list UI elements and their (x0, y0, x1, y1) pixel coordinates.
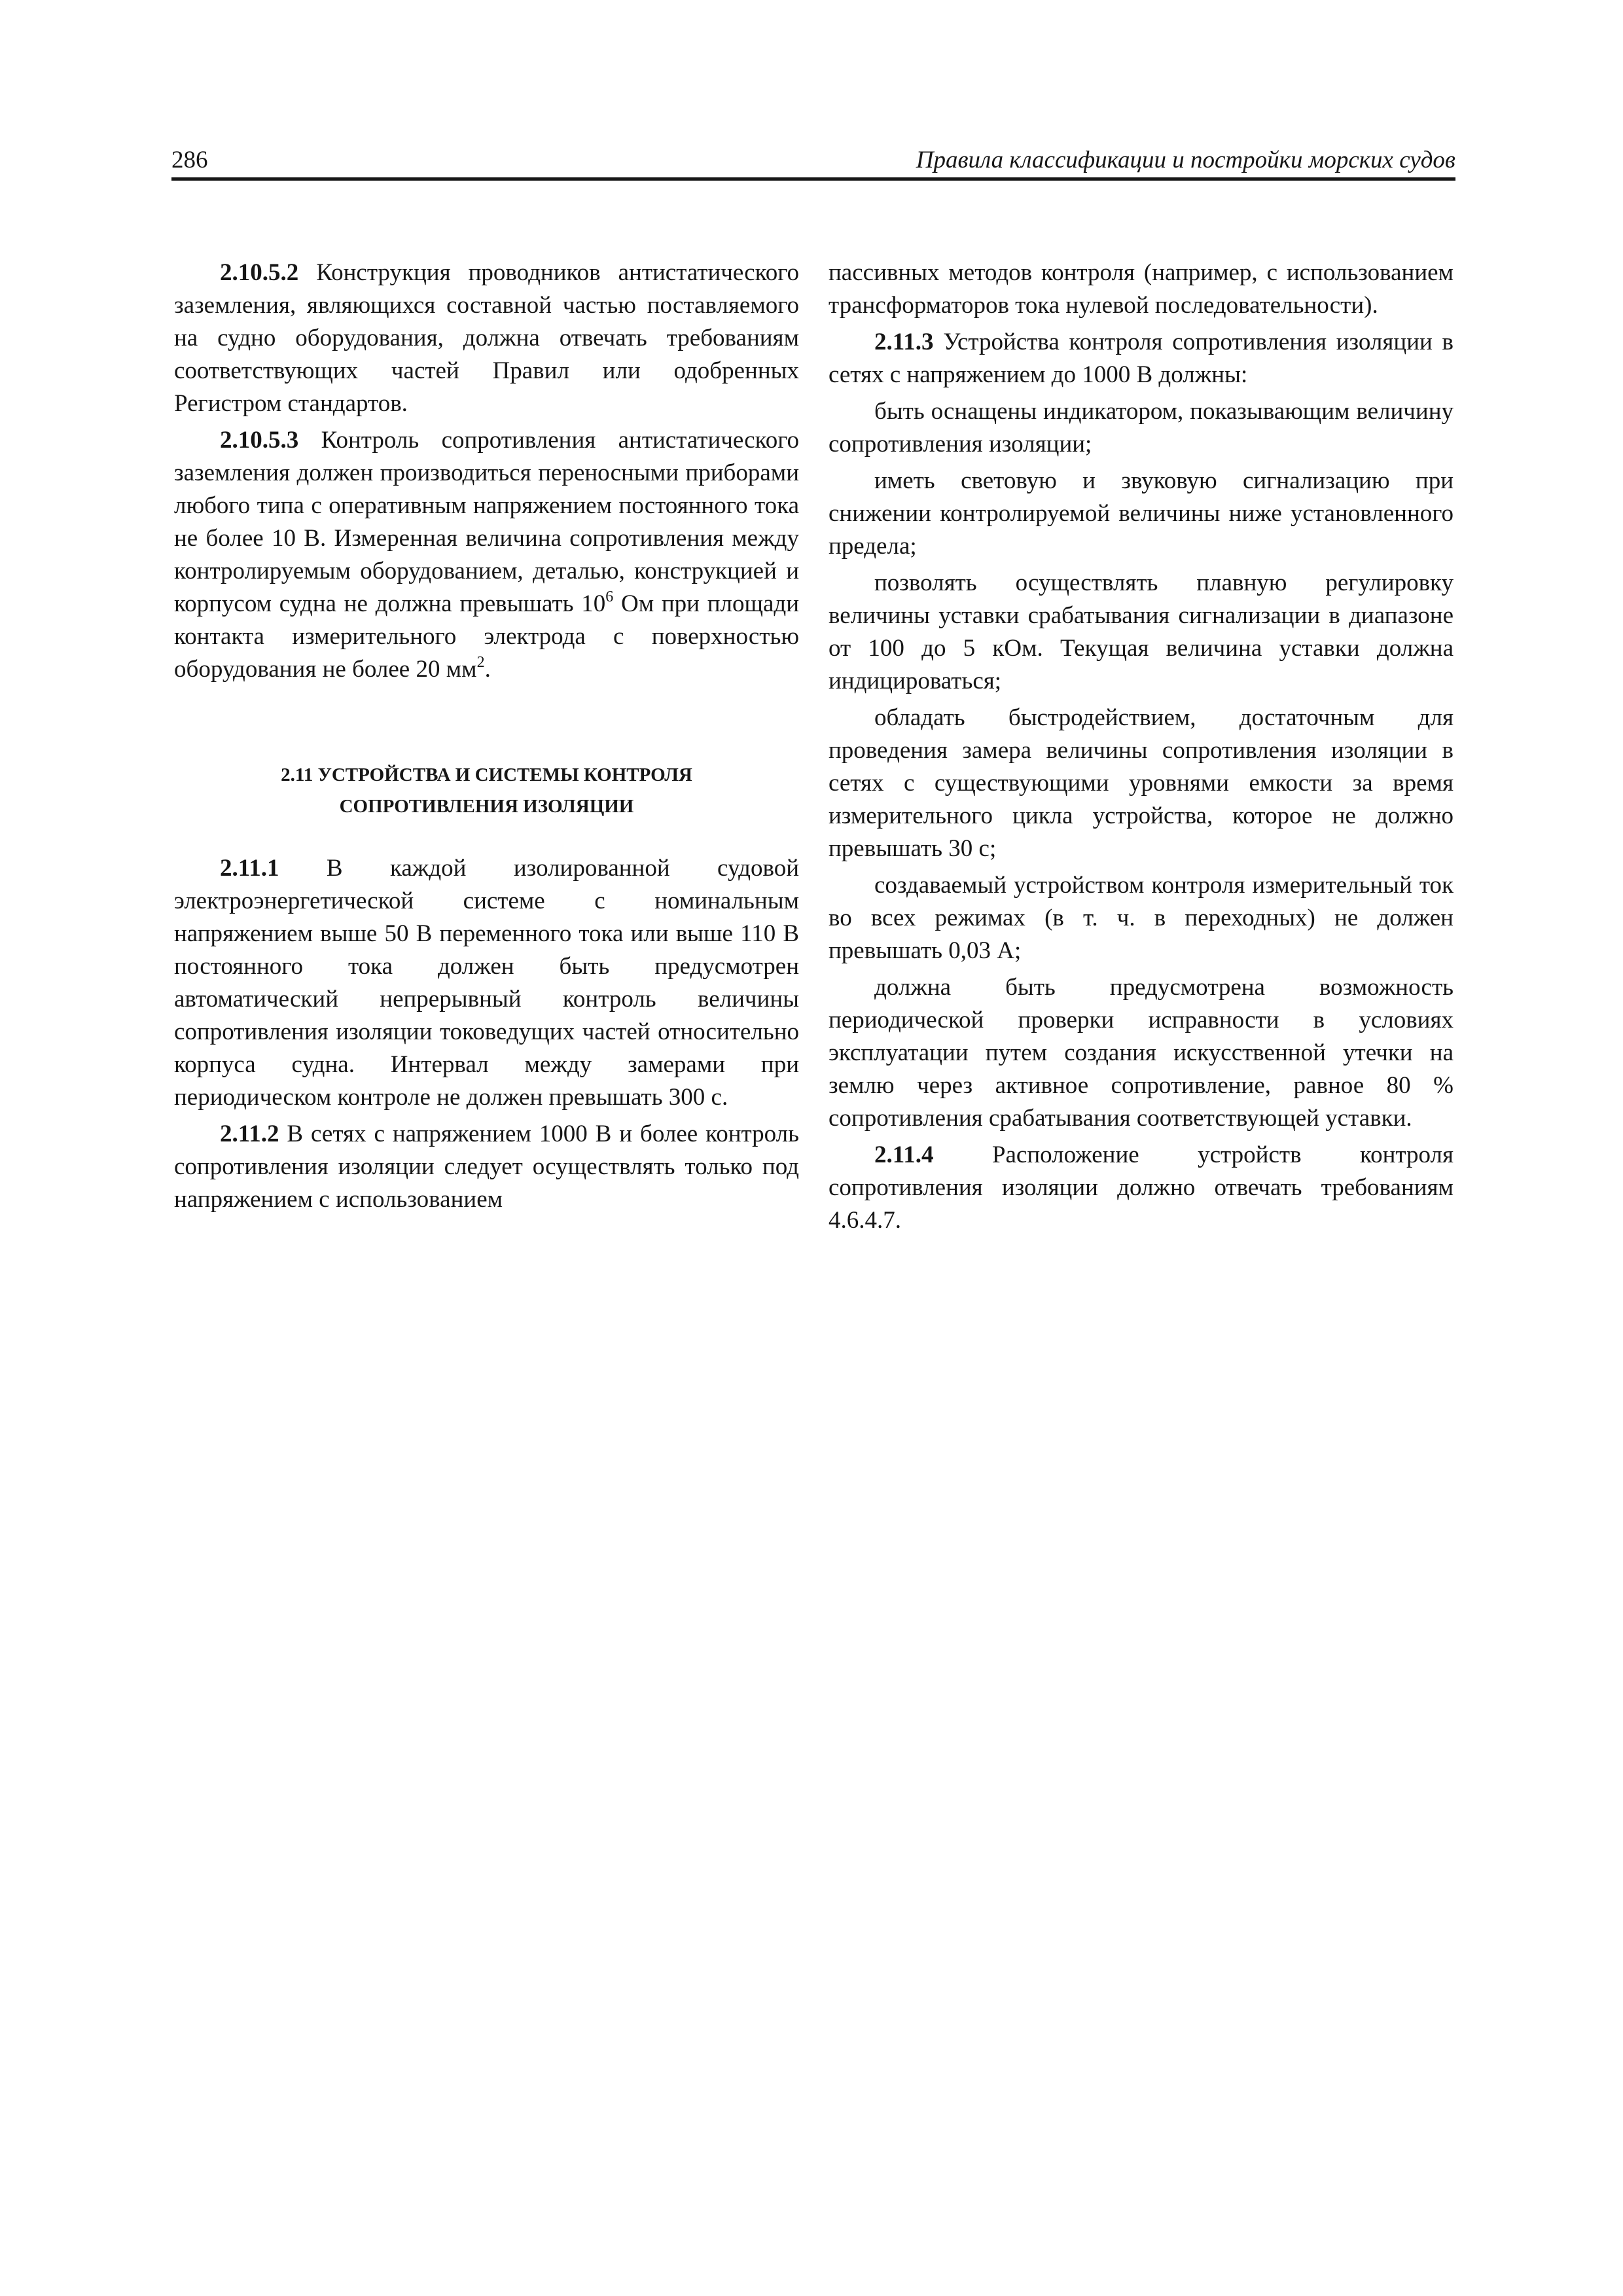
clause-number: 2.11.4 (874, 1141, 934, 1168)
left-column (174, 257, 799, 1220)
section-heading (174, 759, 799, 822)
section-heading-line: 2.11 УСТРОЙСТВА И СИСТЕМЫ КОНТРОЛЯ (281, 764, 692, 785)
header-rule (171, 177, 1455, 181)
clause-number: 2.11.2 (220, 1121, 279, 1147)
list-item: иметь световую и звуковую сигнализацию при снижении контролируемой величины ниже установленного предела; (829, 467, 1454, 560)
paragraph-text: Контроль сопротивления антистатического заземления должен производиться переносными приборами любого типа с оперативным напряжением постоянного тока не более 10 В. Измеренная величина сопротивления между контролируемым оборудованием, деталью, конструкцией и корпусом судна не должна превышать 10 (174, 427, 800, 617)
page-header (171, 143, 1455, 178)
paragraph-2-11-2-continued: пассивных методов контроля (например, с использованием трансформаторов тока нулевой последовательности). (829, 259, 1454, 319)
paragraph-2-11-4 (829, 1139, 1454, 1237)
superscript-exponent: 6 (605, 588, 614, 605)
paragraph-2-11-3 (829, 326, 1454, 391)
clause-number: 2.11.3 (874, 329, 934, 355)
paragraph-text: Расположение устройств контроля сопротивления изоляции должно отвечать требованиям 4.6.4.7. (829, 1141, 1454, 1234)
list-item: создаваемый устройством контроля измерительный ток во всех режимах (в т. ч. в переходных) не должен превышать 0,03 А; (829, 872, 1454, 964)
list-item: позволять осуществлять плавную регулировку величины уставки срабатывания сигнализации в диапазоне от 100 до 5 кОм. Текущая величина уставки должна индицироваться; (829, 569, 1454, 694)
paragraph-2-10-5-2 (174, 257, 799, 420)
running-title: Правила классификации и постройки морских судов (916, 147, 1455, 173)
paragraph-text: . (484, 656, 491, 683)
list-item: обладать быстродействием, достаточным для проведения замера величины сопротивления изоляции в сетях с существующими уровнями емкости за время измерительного цикла устройства, которое не должно превышать 30 с; (829, 704, 1454, 862)
paragraph-2-11-1 (174, 852, 799, 1114)
paragraph-2-10-5-3 (174, 424, 799, 686)
right-column (829, 257, 1454, 1241)
clause-number: 2.11.1 (220, 855, 279, 882)
paragraph-text: Ом при площади контакта измерительного электрода с поверхностью оборудования не более 20 мм (174, 590, 800, 683)
paragraph-text: Конструкция проводников антистатического заземления, являющихся составной частью поставляемого на судно оборудования, должна отвечать требованиям соответствующих частей Правил или одобренных Регистром стандартов. (174, 259, 800, 417)
superscript-exponent: 2 (476, 654, 485, 671)
list-item: должна быть предусмотрена возможность периодической проверки исправности в условиях эксплуатации путем создания искусственной утечки на землю через активное сопротивление, равное 80 % сопротивления срабатывания соответствующей уставки. (829, 974, 1454, 1132)
paragraph-text: Устройства контроля сопротивления изоляции в сетях с напряжением до 1000 В должны: (829, 329, 1454, 388)
clause-number: 2.10.5.2 (220, 259, 299, 286)
section-heading-line: СОПРОТИВЛЕНИЯ ИЗОЛЯЦИИ (339, 796, 634, 817)
paragraph-text: В сетях с напряжением 1000 В и более контроль сопротивления изоляции следует осуществлять только под напряжением с использованием (174, 1121, 799, 1213)
page-number: 286 (171, 147, 208, 173)
paragraph-2-11-2 (174, 1118, 799, 1216)
paragraph-text: В каждой изолированной судовой электроэнергетической системе с номинальным напряжением выше 50 В переменного тока или выше 110 В постоянного тока должен быть предусмотрен автоматический непрерывный контроль величины сопротивления изоляции токоведущих частей относительно корпуса судна. Интервал между замерами при периодическом контроле не должен превышать 300 с. (174, 855, 799, 1111)
clause-number: 2.10.5.3 (220, 427, 299, 454)
list-item: быть оснащены индикатором, показывающим величину сопротивления изоляции; (829, 398, 1454, 457)
